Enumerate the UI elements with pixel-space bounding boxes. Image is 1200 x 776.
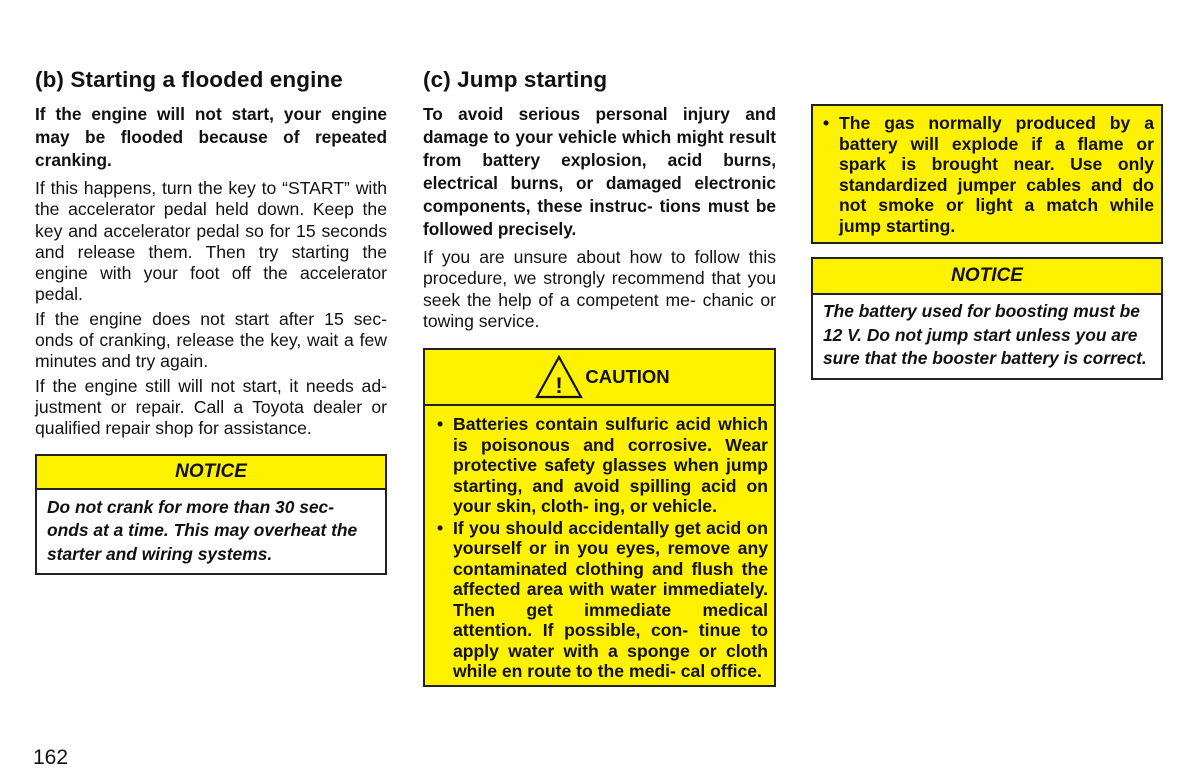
column-starting-flooded-engine <box>35 66 387 575</box>
section-b-lead: If the engine will not start, your engine may be flooded because of repeated cranking. <box>35 104 387 170</box>
notice-text: Do not crank for more than 30 sec- onds at a time. This may overheat the starter and wiring systems. <box>47 496 358 564</box>
notice-box-cranking <box>35 454 387 576</box>
section-b-paragraph-1: If this happens, turn the key to “START” with the accelerator pedal held down. Keep the key and accelerator pedal so for 15 seconds and release them. Then try starting the engine with your foot off the accelerator pedal. <box>35 178 387 305</box>
warning-glyph: ! <box>555 373 564 399</box>
section-c-heading: (c) Jump starting <box>423 67 608 92</box>
section-b-paragraph-2: If the engine does not start after 15 sec- onds of cranking, release the key, wait a few minutes and try again. <box>35 308 387 372</box>
column-caution-continued <box>811 104 1163 380</box>
section-c-lead: To avoid serious personal injury and damage to your vehicle which might result from battery explosion, acid burns, electrical burns, or damaged electronic components, these instruc- tions must be followed precisely. <box>423 104 776 239</box>
caution-continued-list <box>823 113 1154 236</box>
caution-box <box>423 348 776 687</box>
warning-triangle-icon <box>535 355 583 399</box>
caution-continued-box <box>811 104 1163 244</box>
caution-item-2: • If you should accidentally get acid on yourself or in you eyes, remove any contaminated clothing and flush the affected area with water immediately. Then get immediate medical attention. If possible, con- tinue to apply water with a sponge or cloth while en route to the medi- cal office. <box>437 518 768 682</box>
notice-title: NOTICE <box>813 259 1161 295</box>
caution-continued-item-1: • The gas normally produced by a battery will explode if a flame or spark is brought near. Use only standardized jumper cables and do not smoke or light a match while jump starting. <box>823 113 1154 236</box>
caution-title: CAUTION <box>585 366 670 388</box>
caution-header <box>425 350 774 406</box>
notice-title: NOTICE <box>37 456 385 490</box>
section-b-heading: (b) Starting a flooded engine <box>35 67 343 92</box>
notice-box-booster-battery <box>811 257 1163 380</box>
page-number: 162 <box>33 746 69 769</box>
column-jump-starting <box>423 66 776 687</box>
section-c-paragraph: If you are unsure about how to follow this procedure, we strongly recommend that you seek the help of a competent me- chanic or towing service. <box>423 247 776 331</box>
caution-body <box>425 406 774 685</box>
section-b-paragraph-3: If the engine still will not start, it needs ad- justment or repair. Call a Toyota dealer or qualified repair shop for assistance. <box>35 375 387 439</box>
notice-text: The battery used for boosting must be 12 V. Do not jump start unless you are sure that the booster battery is correct. <box>823 301 1147 369</box>
caution-list <box>437 414 768 682</box>
caution-item-1: • Batteries contain sulfuric acid which is poisonous and corrosive. Wear protective safety glasses when jump starting, and avoid spilling acid on your skin, cloth- ing, or vehicle. <box>437 414 768 517</box>
